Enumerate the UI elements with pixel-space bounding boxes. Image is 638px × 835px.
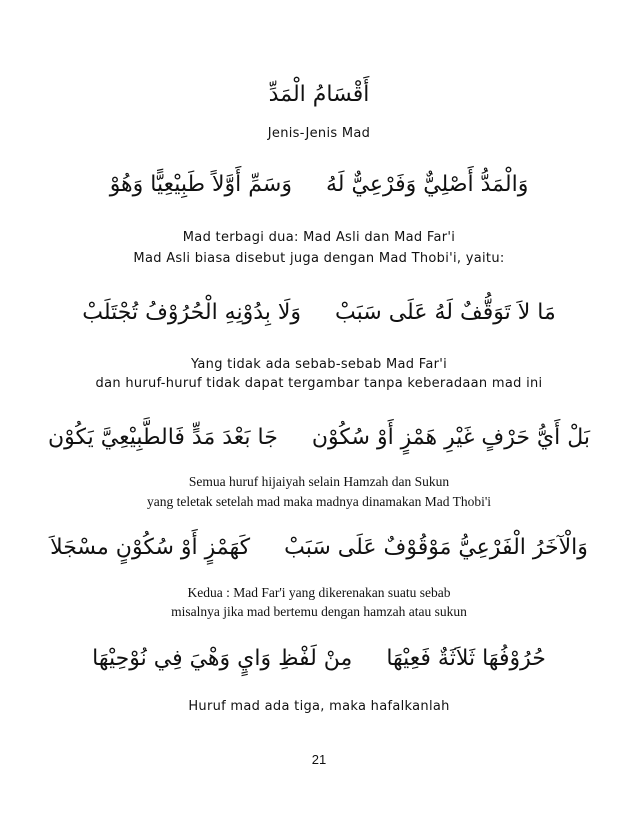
verse-2-arabic (0, 300, 638, 325)
verse-2-translation-line-1: Yang tidak ada sebab-sebab Mad Far'i (190, 357, 448, 372)
verse-5-arabic (0, 646, 638, 671)
verse-5-left-hemistich: مِنْ لَفْظِ وَايٍ وَهْيَ فِي نُوْحِيْهَا (92, 646, 353, 671)
verse-1-arabic (0, 172, 638, 197)
verse-3-translation-line-2: yang teletak setelah mad maka madnya dinamakan Mad Thobi'i (146, 494, 492, 509)
verse-1-translation-line-2: Mad Asli biasa disebut juga dengan Mad Thobi'i, yaitu: (133, 251, 505, 266)
verse-1-right-hemistich: وَالْمَدُّ أَصْلِيٌّ وَفَرْعِيٌّ لَهُ (325, 172, 529, 197)
verse-4-left-hemistich: كَهَمْزٍ أَوْ سُكُوْنٍ مسْجَلاَ (50, 535, 251, 560)
page-number: 21 (311, 752, 327, 767)
verse-4-translation-line-2: misalnya jika mad bertemu dengan hamzah atau sukun (171, 604, 467, 619)
verse-5-translation-line-1: Huruf mad ada tiga, maka hafalkanlah (188, 699, 450, 714)
verse-4-right-hemistich: وَالْآخَرُ الْفَرْعِيُّ مَوْقُوْفٌ عَلَى سَبَبْ (284, 535, 588, 560)
verse-5-right-hemistich: حُرُوْفُهَا ثَلاَثَةٌ فَعِيْهَا (386, 646, 546, 671)
verse-3-right-hemistich: بَلْ أَيُّ حَرْفٍ غَيْرِ هَمْزٍ أَوْ سُكُوْن (311, 425, 591, 450)
verse-2-translation-line-2: dan huruf-huruf tidak dapat tergambar tanpa keberadaan mad ini (95, 376, 543, 391)
verse-2-left-hemistich: وَلَا بِدُوْنِهِ الْحُرُوْفُ تُجْتَلَبْ (82, 300, 302, 325)
heading-arabic: أَقْسَامُ الْمَدِّ (268, 82, 370, 107)
verse-3-arabic (0, 425, 638, 450)
verse-1-left-hemistich: وَسَمِّ أَوَّلاً طَبِيْعِيًّا وَهُوْ (109, 172, 292, 197)
verse-3-left-hemistich: جَا بَعْدَ مَدٍّ فَالطَّبِيْعِيَّ يَكُوْن (47, 425, 278, 450)
verse-1-translation-line-1: Mad terbagi dua: Mad Asli dan Mad Far'i (182, 230, 456, 245)
heading-translation: Jenis-Jenis Mad (267, 126, 371, 141)
verse-3-translation-line-1: Semua huruf hijaiyah selain Hamzah dan Sukun (188, 474, 450, 489)
verse-4-translation-line-1: Kedua : Mad Far'i yang dikerenakan suatu sebab (187, 585, 451, 600)
verse-4-arabic (0, 535, 638, 560)
verse-2-right-hemistich: مَا لاَ تَوَقُّفٌ لَهُ عَلَى سَبَبْ (335, 300, 556, 325)
